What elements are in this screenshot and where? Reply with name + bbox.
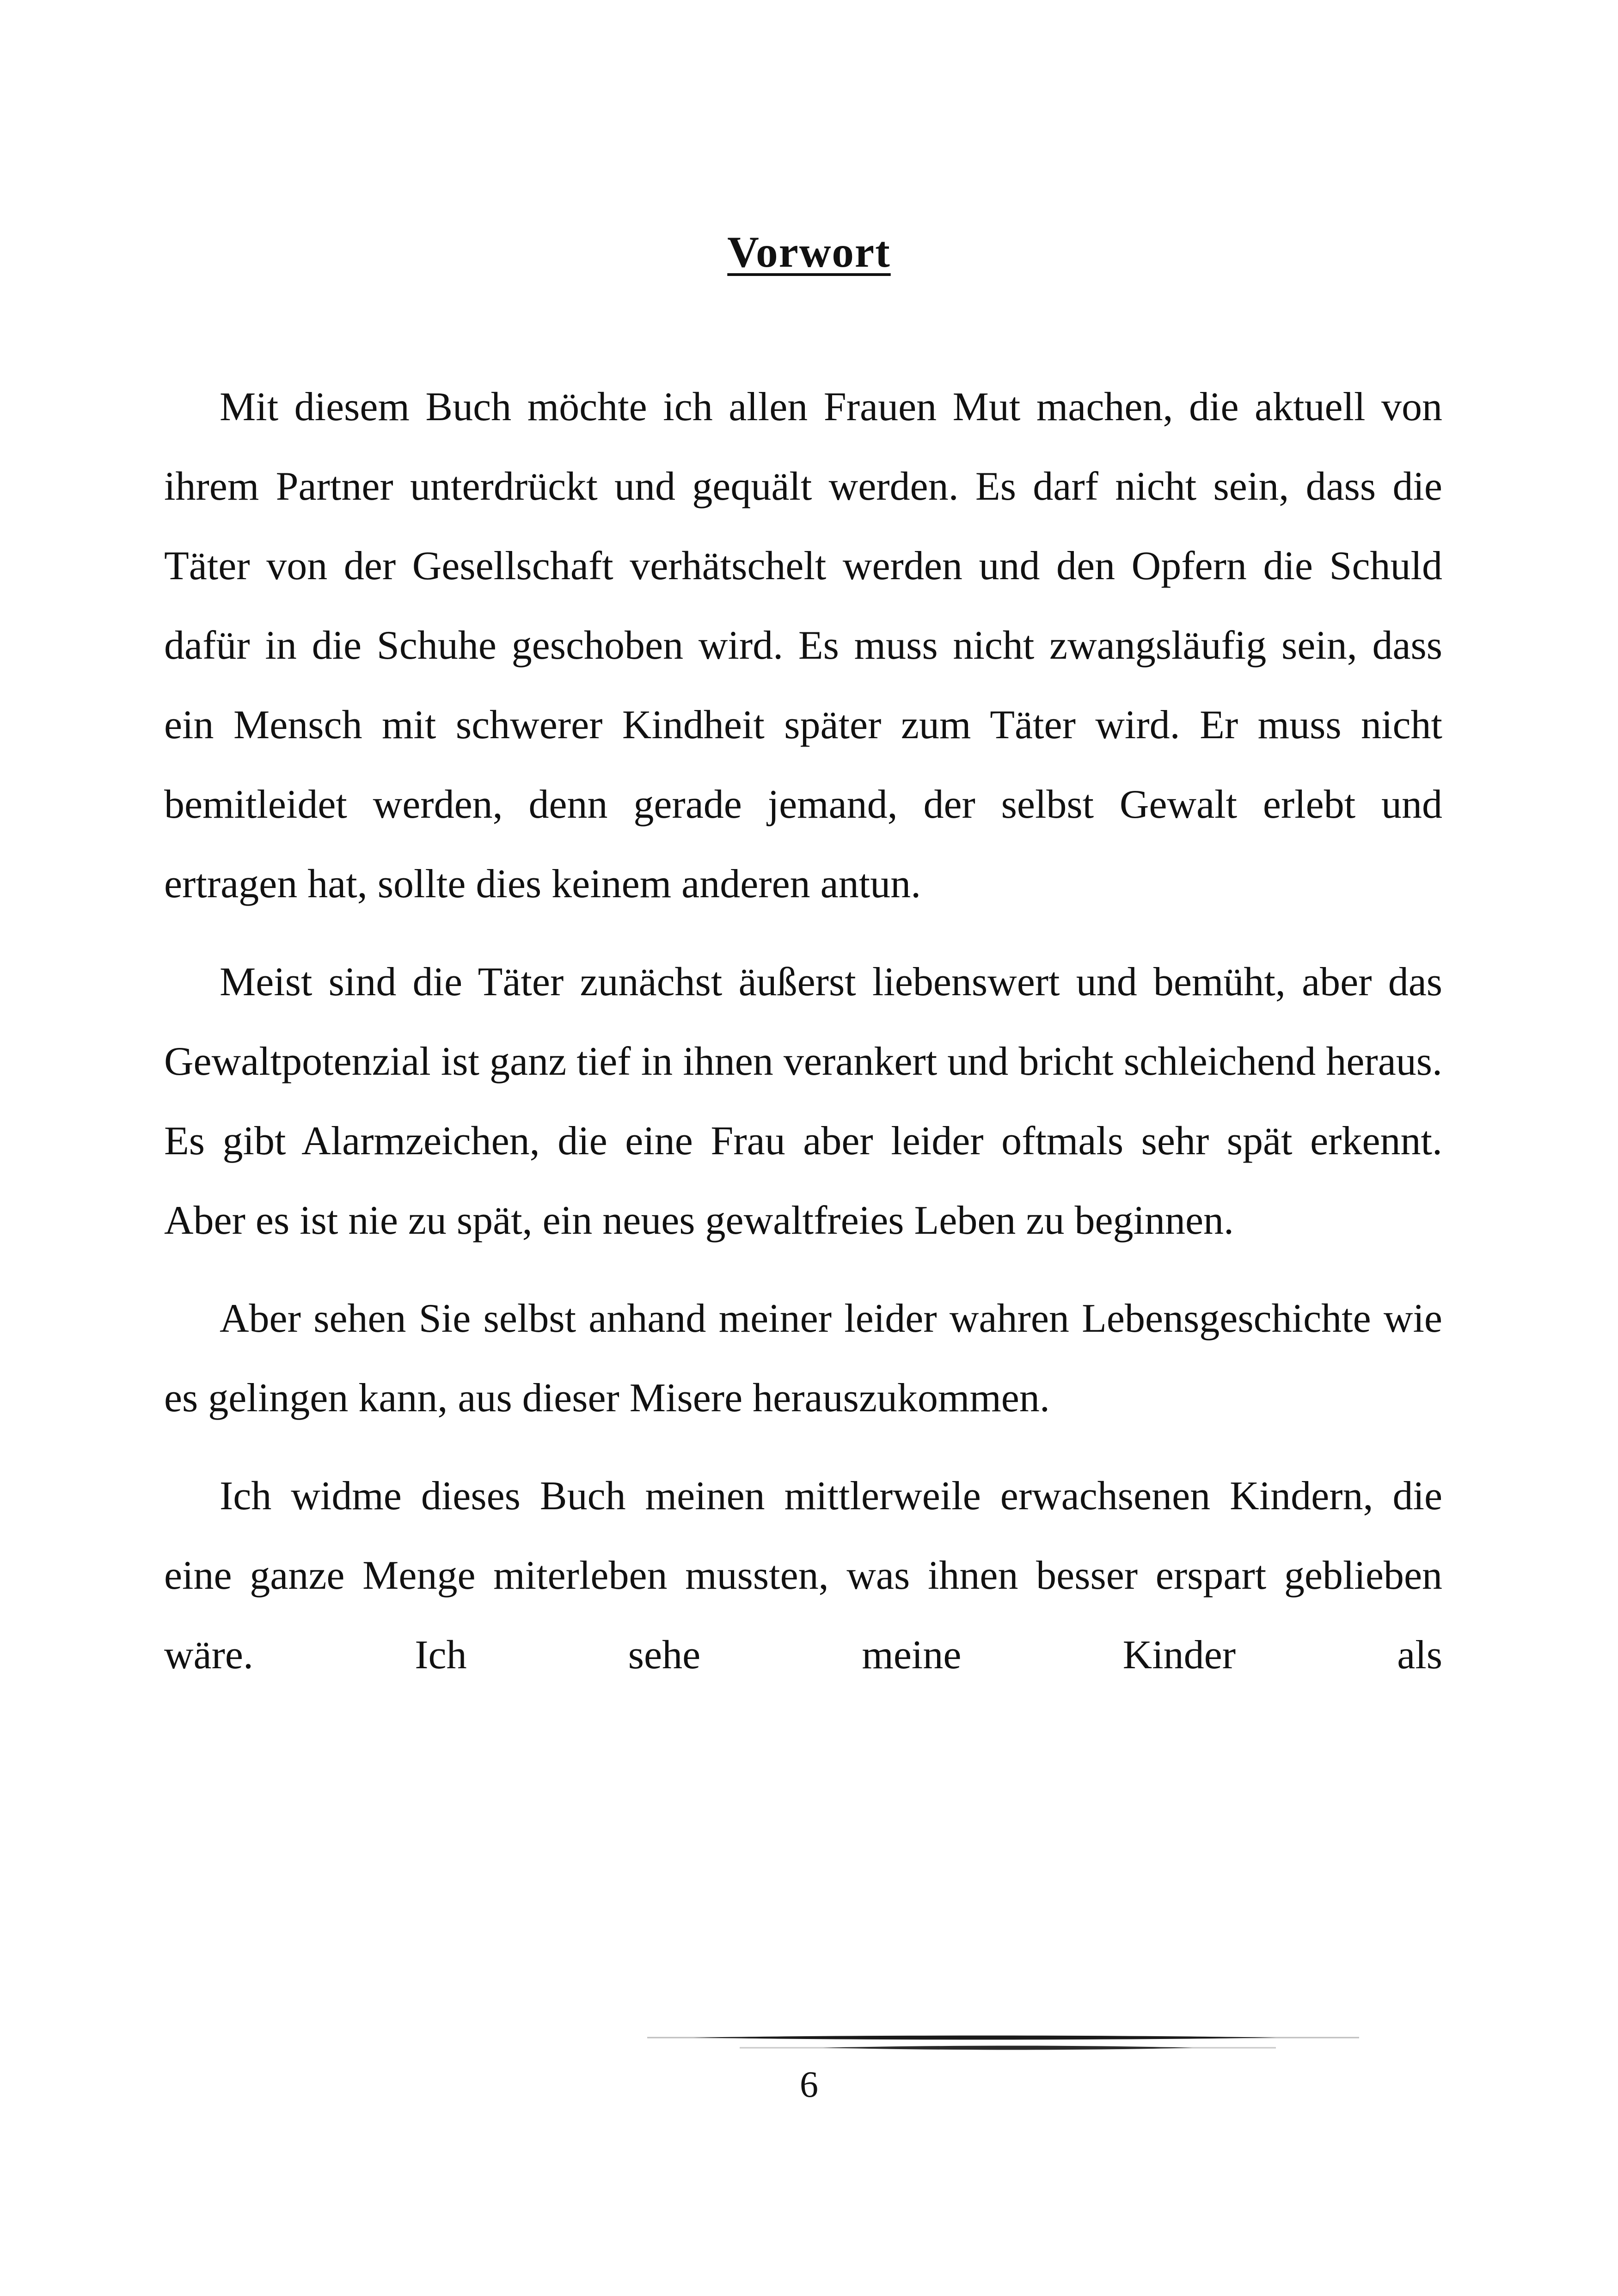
page-number: 6 [800,2064,818,2105]
paragraph-3: Aber sehen Sie selbst anhand meiner leider wahren Lebensgeschichte wie es gelingen kann, aus dieser Misere herauszukommen. [164,1296,1442,1420]
chapter-title-text: Vorwort [727,227,891,276]
chapter-title [0,227,1618,277]
paragraph-2: Meist sind die Täter zunächst äußerst liebenswert und bemüht, aber das Gewaltpotenzial ist ganz tief in ihnen verankert und bricht schleichend heraus. Es gibt Alarmzeichen, die eine Frau aber leider oftmals sehr spät erkennt. Aber es ist nie zu spät, ein neues gewaltfreies Leben zu beginnen. [164,960,1442,1243]
body-text [164,367,1442,1714]
paragraph-4: Ich widme dieses Buch meinen mittlerweile erwachsenen Kindern, die eine ganze Menge miterleben mussten, was ihnen besser erspart geblieben wäre. Ich sehe meine Kinder als [164,1474,1442,1678]
decorative-footer-rule [647,2025,1359,2052]
paragraph-1: Mit diesem Buch möchte ich allen Frauen Mut machen, die aktuell von ihrem Partner unterdrückt und gequält werden. Es darf nicht sein, dass die Täter von der Gesellschaft verhätschelt werden und den Opfern die Schuld dafür in die Schuhe geschoben wird. Es muss nicht zwangsläufig sein, dass ein Mensch mit schwerer Kindheit später zum Täter wird. Er muss nicht bemitleidet werden, denn gerade jemand, der selbst Gewalt erlebt und ertragen hat, sollte dies keinem anderen antun. [164,385,1442,906]
